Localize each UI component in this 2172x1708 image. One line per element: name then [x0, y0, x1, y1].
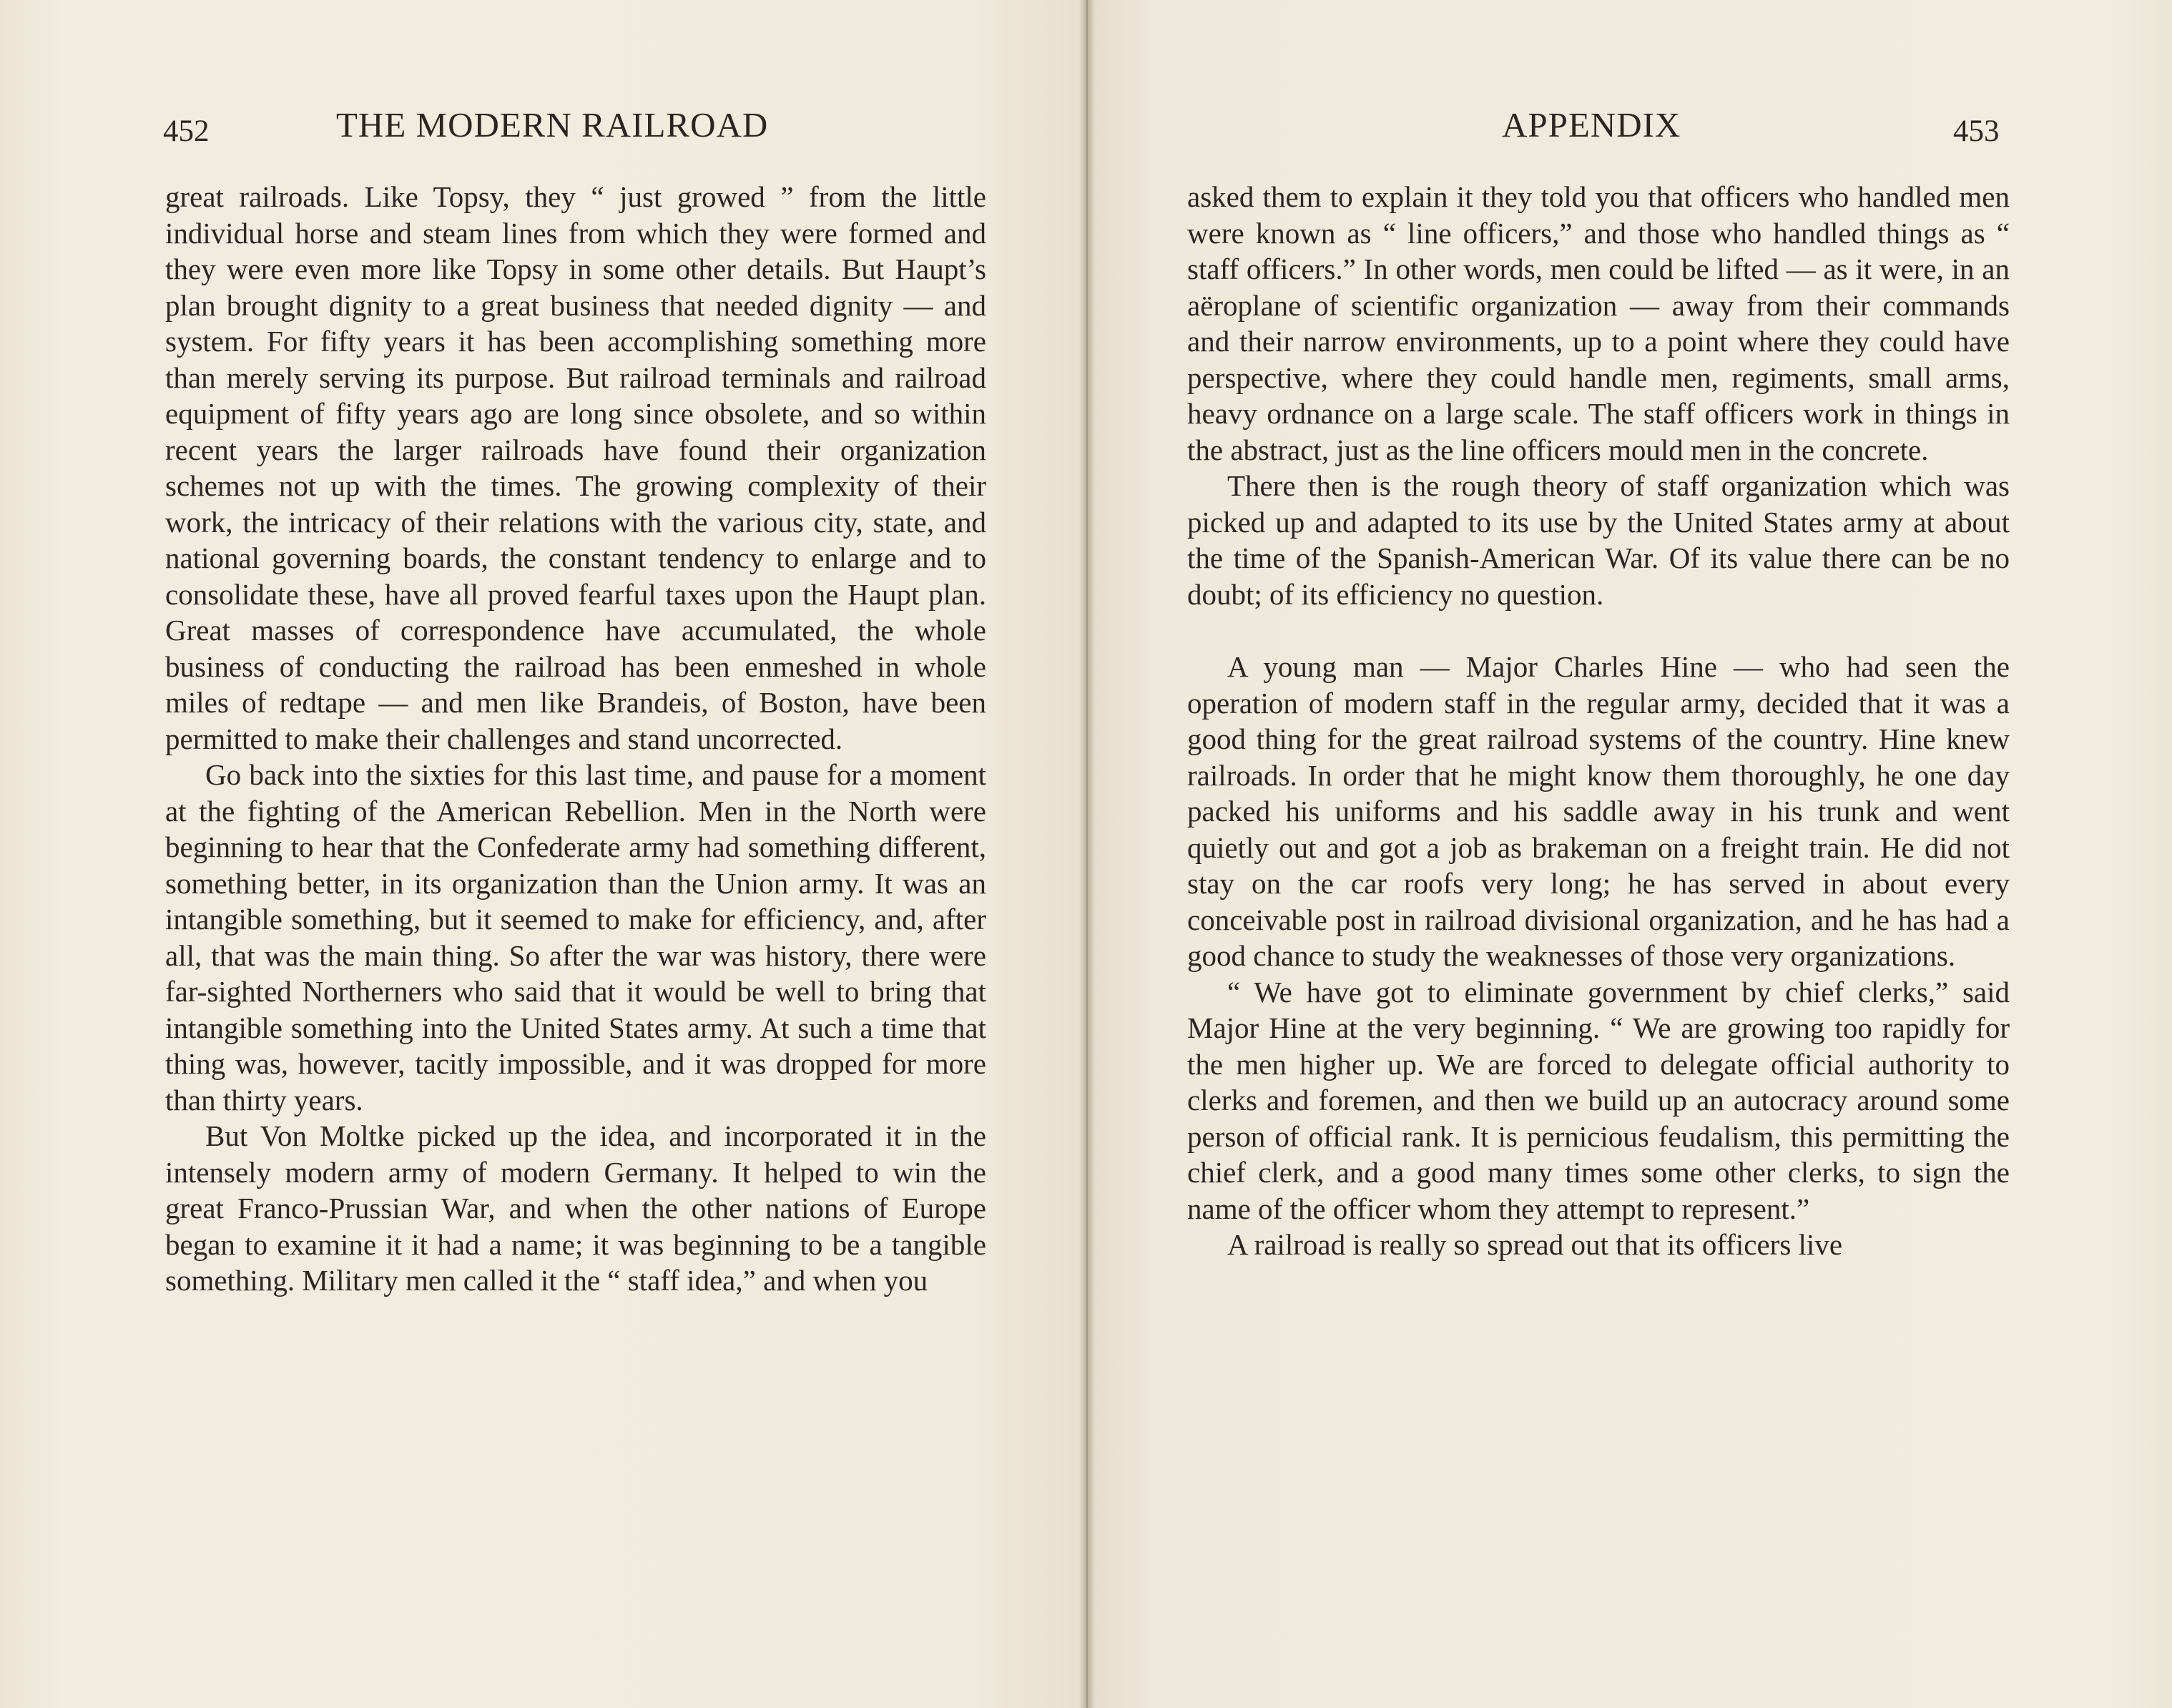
- left-paragraph-2: Go back into the sixties for this last time, and pause for a moment at the fighting of the American Rebellion. Men in the North were beginning to hear that the Confederate army had something different, something better, in its organization than the Union army. It was an intangible something, but it seemed to make for efficiency, and, after all, that was the main thing. So after the war was history, there were far-sighted Northerners who said that it would be well to bring that intangible something into the United States army. At such a time that thing was, however, tacitly impossible, and it was dropped for more than thirty years.: [165, 758, 986, 1116]
- left-body-text: [165, 179, 986, 1299]
- book-gutter: [1079, 0, 1095, 1708]
- left-paragraph-3: But Von Moltke picked up the idea, and incorporated it in the intensely modern army of modern Germany. It helped to win the great Franco-Prussian War, and when the other nations of Europe began to examine it it had a name; it was beginning to be a tangible something. Military men called it the “ staff idea,” and when you: [165, 1119, 986, 1297]
- right-paragraph-5: A railroad is really so spread out that its officers live: [1227, 1228, 1843, 1261]
- right-running-head: APPENDIX: [1502, 105, 1681, 144]
- left-running-head: THE MODERN RAILROAD: [336, 105, 769, 144]
- right-page: [1086, 0, 2172, 1708]
- right-paragraph-4: “ We have got to eliminate government by chief clerks,” said Major Hine at the very beginning. “ We are growing too rapidly for the men higher up. We are forced to delegate official authority to clerks and foremen, and then we build up an autocracy around some person of official rank. It is pernicious feudalism, this permitting the chief clerk, and a good many times some other clerks, to sign the name of the officer whom they attempt to represent.”: [1187, 975, 2010, 1225]
- left-page-number: 452: [163, 114, 210, 148]
- right-page-number: 453: [1953, 114, 2000, 148]
- right-paragraph-1: asked them to explain it they told you that officers who handled men were known as “ line officers,” and those who handled things as “ staff officers.” In other words, men could be lifted — as it were, in an aëroplane of scientific organization — away from their commands and their narrow environments, up to a point where they could have perspective, where they could handle men, regiments, small arms, heavy ordnance on a large scale. The staff officers work in things in the abstract, just as the line officers mould men in the concrete.: [1187, 180, 2010, 466]
- right-paragraph-3: A young man — Major Charles Hine — who had seen the operation of modern staff in the regular army, decided that it was a good thing for the great railroad systems of the country. Hine knew railroads. In order that he might know them thoroughly, he one day packed his uniforms and his saddle away in his trunk and went quietly out and got a job as brakeman on a freight train. He did not stay on the car roofs very long; he has served in about every conceivable post in railroad divisional organization, and he has had a good chance to study the weaknesses of those very organizations.: [1187, 650, 2010, 972]
- left-paragraph-1: great railroads. Like Topsy, they “ just growed ” from the little individual horse and steam lines from which they were formed and they were even more like Topsy in some other details. But Haupt’s plan brought dignity to a great business that needed dignity — and system. For fifty years it has been accomplishing something more than merely serving its purpose. But railroad terminals and railroad equipment of fifty years ago are long since obsolete, and so within recent years the larger railroads have found their organization schemes not up with the times. The growing complexity of their work, the intricacy of their relations with the various city, state, and national governing boards, the constant tendency to enlarge and to consolidate these, have all proved fearful taxes upon the Haupt plan. Great masses of correspondence have accumulated, the whole business of conducting the railroad has been enmeshed in whole miles of redtape — and men like Brandeis, of Boston, have been permitted to make their challenges and stand uncorrected.: [165, 180, 986, 755]
- right-paragraph-2: There then is the rough theory of staff organization which was picked up and adapted to its use by the United States army at about the time of the Spanish-American War. Of its value there can be no doubt; of its efficiency no question.: [1187, 469, 2010, 611]
- right-body-text: [1187, 179, 2010, 1263]
